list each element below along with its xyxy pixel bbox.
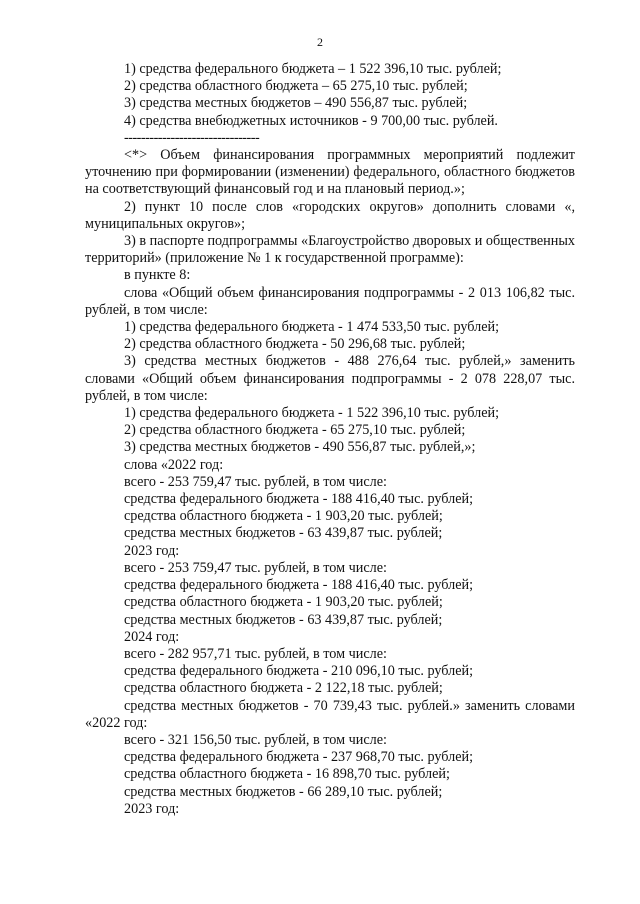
paragraph: всего - 253 759,47 тыс. рублей, в том числе: xyxy=(124,559,387,576)
paragraph: средства областного бюджета - 16 898,70 тыс. рублей; xyxy=(124,766,450,783)
paragraph: слова «2022 год: xyxy=(124,456,224,473)
paragraph: средства областного бюджета - 1 903,20 тыс. рублей; xyxy=(124,508,443,525)
paragraph: 2) пункт 10 после слов «городских округов» дополнить словами «, муниципальных округов»; xyxy=(85,198,575,232)
paragraph: 2) средства областного бюджета - 50 296,68 тыс. рублей; xyxy=(124,336,466,353)
paragraph: средства федерального бюджета - 188 416,40 тыс. рублей; xyxy=(124,577,474,594)
document-body xyxy=(85,61,575,818)
paragraph: средства федерального бюджета - 237 968,70 тыс. рублей; xyxy=(124,749,474,766)
paragraph: средства местных бюджетов - 63 439,87 тыс. рублей; xyxy=(124,611,443,628)
paragraph: средства федерального бюджета - 188 416,40 тыс. рублей; xyxy=(124,491,474,508)
paragraph: 3) средства местных бюджетов – 490 556,87 тыс. рублей; xyxy=(124,95,468,112)
paragraph: средства местных бюджетов - 63 439,87 тыс. рублей; xyxy=(124,525,443,542)
paragraph: средства федерального бюджета - 210 096,10 тыс. рублей; xyxy=(124,663,474,680)
paragraph: 3) средства местных бюджетов - 488 276,64 тыс. рублей,» заменить словами «Общий объем финансирования подпрограммы - 2 078 228,07 тыс. рублей, в том числе: xyxy=(85,353,575,404)
paragraph: всего - 321 156,50 тыс. рублей, в том числе: xyxy=(124,731,387,748)
paragraph: средства областного бюджета - 2 122,18 тыс. рублей; xyxy=(124,680,443,697)
paragraph: слова «Общий объем финансирования подпрограммы - 2 013 106,82 тыс. рублей, в том числе: xyxy=(85,284,575,318)
paragraph: средства местных бюджетов - 70 739,43 тыс. рублей.» заменить словами «2022 год: xyxy=(85,697,575,731)
footnote-text: <*> Объем финансирования программных мероприятий подлежит уточнению при формировании (изменении) федерального, областного бюджетов на соответствующий финансовый год и на плановый период.»; xyxy=(85,147,575,198)
paragraph: 1) средства федерального бюджета - 1 474 533,50 тыс. рублей; xyxy=(124,319,500,336)
paragraph: 2023 год: xyxy=(124,800,180,817)
paragraph: средства местных бюджетов - 66 289,10 тыс. рублей; xyxy=(124,783,443,800)
paragraph: 2023 год: xyxy=(124,542,180,559)
paragraph: 2) средства областного бюджета - 65 275,10 тыс. рублей; xyxy=(124,422,466,439)
paragraph: средства областного бюджета - 1 903,20 тыс. рублей; xyxy=(124,594,443,611)
paragraph: 1) средства федерального бюджета – 1 522 396,10 тыс. рублей; xyxy=(124,61,502,77)
paragraph: 3) средства местных бюджетов - 490 556,87 тыс. рублей,»; xyxy=(124,439,476,456)
paragraph: всего - 282 957,71 тыс. рублей, в том числе: xyxy=(124,645,387,662)
paragraph: 1) средства федерального бюджета - 1 522 396,10 тыс. рублей; xyxy=(124,405,500,422)
paragraph: 2) средства областного бюджета – 65 275,10 тыс. рублей; xyxy=(124,78,468,95)
footnote-separator: -------------------------------- xyxy=(124,129,260,146)
paragraph: 3) в паспорте подпрограммы «Благоустройство дворовых и общественных территорий» (приложение № 1 к государственной программе): xyxy=(85,233,575,267)
paragraph: 4) средства внебюджетных источников - 9 700,00 тыс. рублей. xyxy=(124,112,498,129)
page-number: 2 xyxy=(317,35,323,49)
paragraph: в пункте 8: xyxy=(124,267,191,284)
paragraph: 2024 год: xyxy=(124,628,180,645)
paragraph: всего - 253 759,47 тыс. рублей, в том числе: xyxy=(124,473,387,490)
